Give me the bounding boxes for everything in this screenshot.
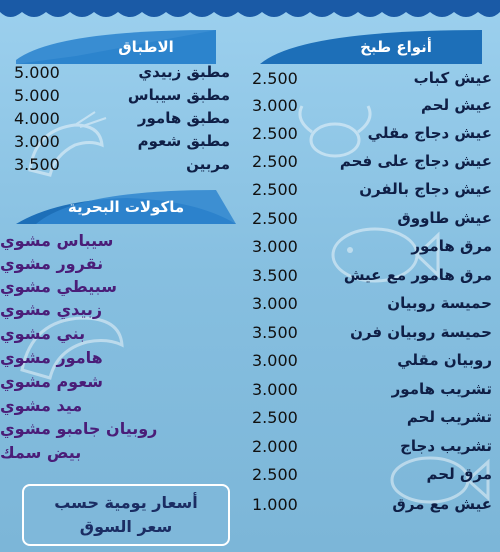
item-name: سيباس مشوي [0,231,114,250]
item-name: عيش مع مرق [392,495,492,513]
item-price: 3.500 [252,323,298,342]
list-item [252,291,492,317]
list-item [0,369,222,395]
list-item [252,434,492,460]
list-item [0,321,222,347]
item-price: 2.500 [252,465,298,484]
item-name: حميسة روبيان [387,294,492,312]
item-price: 2.500 [252,69,298,88]
item-price: 5.000 [14,86,60,105]
item-name: مرق هامور مع عيش [343,266,492,284]
list-item [252,263,492,289]
list-item [252,177,492,203]
list-item [252,234,492,260]
item-price: 3.000 [252,237,298,256]
item-price: 3.000 [252,294,298,313]
item-name: عيش كباب [413,69,492,87]
item-name: عيش دجاج على فحم [339,152,492,170]
item-name: عيش طاووق [397,209,492,227]
item-name: بيض سمك [0,443,82,462]
list-item [252,348,492,374]
item-name: هامور مشوي [0,348,103,367]
item-price: 3.000 [252,96,298,115]
item-name: مطبق زبيدي [138,63,230,81]
item-price: 5.000 [14,63,60,82]
item-price: 2.500 [252,408,298,427]
list-item [0,297,222,323]
item-name: تشريب لحم [406,408,492,426]
item-price: 3.500 [14,155,60,174]
list-item [0,440,222,466]
list-item [252,206,492,232]
item-name: مطبق شعوم [137,132,230,150]
item-price: 2.500 [252,180,298,199]
dishes-header-label: الاطباق [118,38,174,56]
item-name: مطبق سيباس [127,86,230,104]
item-name: روبيان مقلي [397,351,492,369]
dishes-header [16,30,216,64]
item-name: سبيطي مشوي [0,277,118,296]
seafood-list [0,228,222,478]
item-price: 3.000 [14,132,60,151]
item-name: مرق هامور [411,237,492,255]
seafood-header-label: ماكولات البحرية [67,198,185,216]
list-item [252,93,492,119]
list-item [0,152,230,178]
list-item [0,345,222,371]
item-price: 3.000 [252,351,298,370]
note-line-1: أسعار يومية حسب [54,493,198,512]
market-price-note [22,484,230,546]
cooking-list [252,66,492,542]
list-item [252,405,492,431]
item-price: 2.500 [252,152,298,171]
item-name: شعوم مشوي [0,372,103,391]
wave-border [0,0,500,30]
cooking-header [260,30,482,64]
item-name: تشريب دجاج [400,437,492,455]
cooking-header-label: أنواع طبخ [360,38,432,56]
item-price: 2.500 [252,124,298,143]
item-name: مطبق هامور [137,109,230,127]
dishes-list [0,60,230,190]
item-name: عيش دجاج بالفرن [359,180,492,198]
item-name: نقرور مشوي [0,254,104,273]
list-item [252,149,492,175]
item-name: بني مشوي [0,324,86,343]
item-name: حميسة روبيان فرن [350,323,492,341]
list-item [252,66,492,92]
item-price: 3.500 [252,266,298,285]
list-item [252,377,492,403]
seafood-header [16,190,236,224]
item-name: ميد مشوي [0,396,83,415]
item-price: 3.000 [252,380,298,399]
note-line-2: سعر السوق [79,517,173,536]
list-item [0,416,222,442]
item-name: روبيان جامبو مشوي [0,419,158,438]
item-name: زبيدي مشوي [0,300,103,319]
list-item [252,462,492,488]
item-price: 2.500 [252,209,298,228]
list-item [252,492,492,518]
item-price: 1.000 [252,495,298,514]
item-name: مرق لحم [426,465,492,483]
list-item [252,121,492,147]
list-item [252,320,492,346]
item-price: 4.000 [14,109,60,128]
item-name: عيش لحم [420,96,492,114]
item-name: عيش دجاج مقلي [367,124,492,142]
item-name: تشريب هامور [391,380,492,398]
item-price: 2.000 [252,437,298,456]
item-name: مربين [186,155,230,173]
